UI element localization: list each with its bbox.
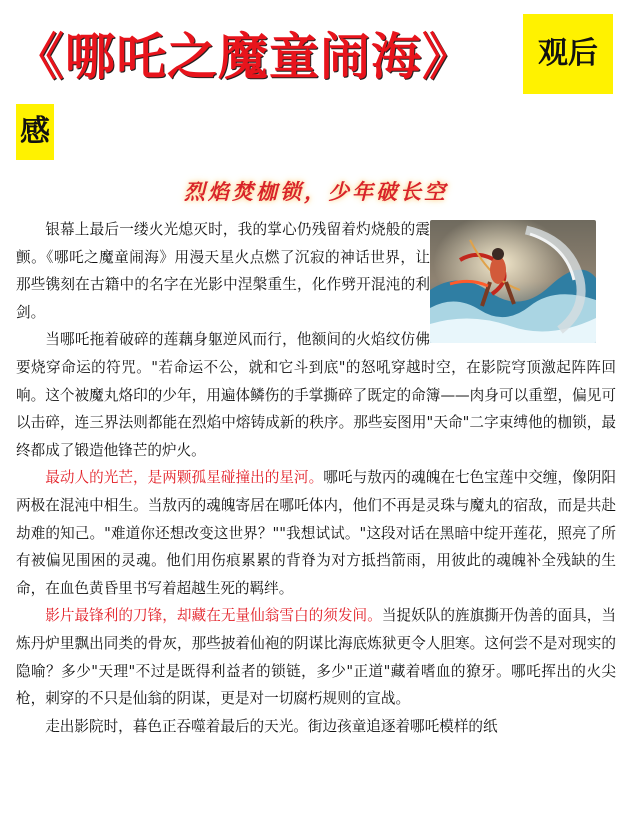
image-float-spacer — [430, 216, 616, 344]
paragraph-text: 哪吒与敖丙的魂魄在七色宝莲中交缠，像阴阳两极在混沌中相生。当敖丙的魂魄寄居在哪吒体内，他们不再是灵珠与魔丸的宿敌，而是共赴劫难的知己。"难道你还想改变这世界？""我想试试。"这段对话在黑暗中绽开莲花，照亮了所有被偏见围困的灵魂。他们用伤痕累累的背脊为对方抵挡箭雨，用彼此的魂魄补全残缺的生命，在血色黄昏里书写着超越生死的羁绊。 — [16, 469, 616, 597]
paragraph-text: 银幕上最后一缕火光熄灭时，我的掌心仍残留着灼烧般的震颤。《哪吒之魔童闹海》用漫天星火点燃了沉寂的神话世界，让那些镌刻在古籍中的名字在光影中涅槃重生，化作劈开混沌的利剑。 — [16, 221, 430, 321]
paragraph-text: 当捉妖队的旌旗撕开伪善的面具，当炼丹炉里飘出同类的骨灰，那些披着仙袍的阴谋比海底炼狱更令人胆寒。这何尝不是对现实的隐喻？多少"天理"不过是既得利益者的锁链，多少"正道"藏着嗜血的獠牙。哪吒挥出的火尖枪，刺穿的不只是仙翁的阴谋，更是对一切腐朽规则的宣战。 — [16, 607, 616, 708]
paragraph-lead: 影片最锋利的刀锋，却藏在无量仙翁雪白的须发间。 — [45, 607, 382, 625]
paragraph-3 — [16, 464, 616, 602]
article-subtitle: 烈焰焚枷锁，少年破长空 — [184, 179, 448, 204]
title-area — [0, 8, 632, 158]
page-title: 《哪吒之魔童闹海》 — [14, 28, 473, 86]
paragraph-lead: 最动人的光芒，是两颗孤星碰撞出的星河。 — [45, 469, 324, 487]
article-body — [16, 216, 616, 740]
paragraph-text: 走出影院时，暮色正吞噬着最后的天光。街边孩童追逐着哪吒模样的纸 — [45, 717, 498, 735]
paragraph-4 — [16, 602, 616, 712]
title-highlight-last-char: 感 — [16, 104, 54, 160]
paragraph-text: 当哪吒拖着破碎的莲藕身躯逆风而行，他额间的火焰纹仿佛要烧穿命运的符咒。"若命运不公，就和它斗到底"的怒吼穿越时空，在影院穹顶激起阵阵回响。这个被魔丸烙印的少年，用遍体鳞伤的手掌撕碎了既定的命簿——肉身可以重塑，偏见可以击碎，连三界法则都能在烈焰中熔铸成新的秩序。那些妄图用"天命"二字束缚他的枷锁，最终都成了锻造他锋芒的炉火。 — [16, 331, 616, 459]
title-highlight-tail: 观后 — [523, 14, 613, 94]
paragraph-5 — [16, 713, 616, 741]
paragraph-2 — [16, 326, 616, 464]
